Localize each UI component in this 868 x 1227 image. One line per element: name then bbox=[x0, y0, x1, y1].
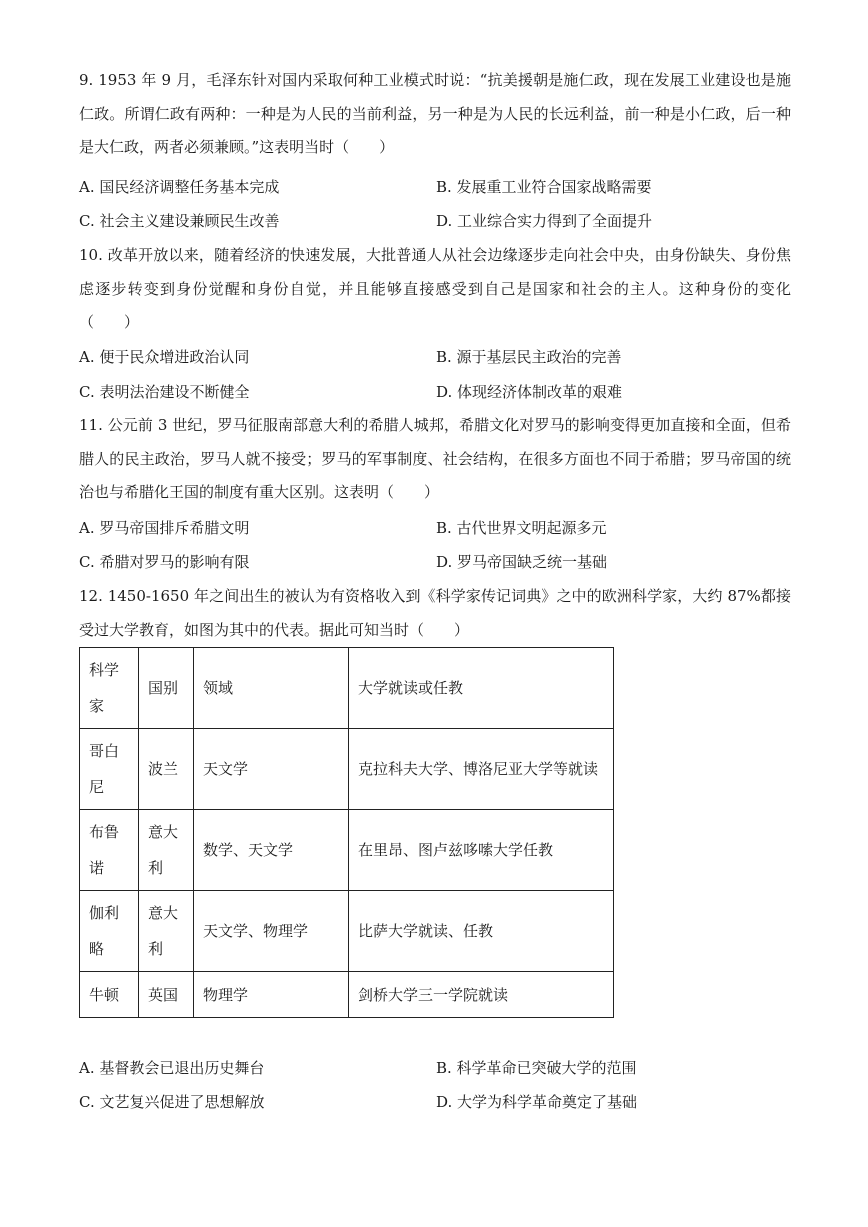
q10-option-d: D. 体现经济体制改革的艰难 bbox=[436, 383, 623, 401]
header-scientist-line-1: 科学 bbox=[89, 661, 120, 679]
cell-name-line-1: 伽利 bbox=[89, 904, 120, 922]
question-11-stem: 11. 公元前 3 世纪，罗马征服南部意大利的希腊人城邦，希腊文化对罗马的影响变得更加直接和全面，但希腊人的民主政治，罗马人就不接受；罗马的军事制度、社会结构，在很多方面也不同于希腊；罗马帝国的统治也与希腊化王国的制度有重大区别。这表明（ ） bbox=[79, 416, 791, 501]
q11-option-c: C. 希腊对罗马的影响有限 bbox=[79, 553, 250, 571]
q9-option-a: A. 国民经济调整任务基本完成 bbox=[79, 178, 280, 196]
header-scientist bbox=[80, 648, 139, 729]
cell-country-line-1: 波兰 bbox=[148, 760, 179, 778]
cell-university: 剑桥大学三一学院就读 bbox=[349, 972, 614, 1018]
cell-country-line-2: 利 bbox=[148, 940, 164, 958]
cell-name bbox=[80, 972, 139, 1018]
q9-option-b: B. 发展重工业符合国家战略需要 bbox=[436, 178, 652, 196]
q12-option-a: A. 基督教会已退出历史舞台 bbox=[79, 1059, 265, 1077]
cell-country bbox=[139, 810, 194, 891]
header-university: 大学就读或任教 bbox=[349, 648, 614, 729]
cell-country-line-2: 利 bbox=[148, 859, 164, 877]
cell-university: 在里昂、图卢兹哆嗦大学任教 bbox=[349, 810, 614, 891]
cell-name-line-2: 略 bbox=[89, 940, 105, 958]
question-12-stem: 12. 1450-1650 年之间出生的被认为有资格收入到《科学家传记词典》之中的欧洲科学家，大约 87%都接受过大学教育，如图为其中的代表。据此可知当时（ ） bbox=[79, 587, 791, 639]
table-row bbox=[80, 891, 614, 972]
cell-name-line-1: 牛顿 bbox=[89, 985, 120, 1004]
cell-field: 天文学、物理学 bbox=[194, 891, 349, 972]
header-scientist-line-2: 家 bbox=[89, 697, 105, 715]
q12-option-c: C. 文艺复兴促进了思想解放 bbox=[79, 1093, 265, 1111]
cell-name bbox=[80, 729, 139, 810]
q12-option-d: D. 大学为科学革命奠定了基础 bbox=[436, 1093, 638, 1111]
q11-option-d: D. 罗马帝国缺乏统一基础 bbox=[436, 553, 608, 571]
cell-university: 克拉科夫大学、博洛尼亚大学等就读 bbox=[349, 729, 614, 810]
cell-name-line-2: 尼 bbox=[89, 778, 105, 796]
cell-university: 比萨大学就读、任教 bbox=[349, 891, 614, 972]
cell-country-line-1: 意大 bbox=[148, 904, 179, 922]
table-row bbox=[80, 972, 614, 1018]
table-row bbox=[80, 810, 614, 891]
table-header-row bbox=[80, 648, 614, 729]
q10-option-c: C. 表明法治建设不断健全 bbox=[79, 383, 250, 401]
cell-name-line-1: 布鲁 bbox=[89, 823, 120, 841]
cell-field: 数学、天文学 bbox=[194, 810, 349, 891]
table-row bbox=[80, 729, 614, 810]
cell-name bbox=[80, 810, 139, 891]
q10-option-a: A. 便于民众增进政治认同 bbox=[79, 348, 250, 366]
cell-name bbox=[80, 891, 139, 972]
cell-country bbox=[139, 729, 194, 810]
cell-country-line-1: 英国 bbox=[148, 985, 179, 1004]
question-10-stem: 10. 改革开放以来，随着经济的快速发展，大批普通人从社会边缘逐步走向社会中央，由身份缺失、身份焦虑逐步转变到身份觉醒和身份自觉，并且能够直接感受到自己是国家和社会的主人。这种身份的变化（ ） bbox=[79, 246, 791, 331]
q12-option-b: B. 科学革命已突破大学的范围 bbox=[436, 1059, 637, 1077]
header-country-text: 国别 bbox=[148, 679, 179, 697]
q9-option-c: C. 社会主义建设兼顾民生改善 bbox=[79, 212, 280, 230]
header-country bbox=[139, 648, 194, 729]
q11-option-a: A. 罗马帝国排斥希腊文明 bbox=[79, 519, 250, 537]
q10-option-b: B. 源于基层民主政治的完善 bbox=[436, 348, 622, 366]
cell-country bbox=[139, 972, 194, 1018]
header-field: 领域 bbox=[194, 648, 349, 729]
q9-option-d: D. 工业综合实力得到了全面提升 bbox=[436, 212, 653, 230]
cell-field: 物理学 bbox=[194, 972, 349, 1018]
cell-name-line-2: 诺 bbox=[89, 859, 105, 877]
cell-country bbox=[139, 891, 194, 972]
scientist-table bbox=[79, 647, 614, 1018]
question-9-stem: 9. 1953 年 9 月，毛泽东针对国内采取何种工业模式时说：“抗美援朝是施仁政，现在发展工业建设也是施仁政。所谓仁政有两种：一种是为人民的当前利益，另一种是为人民的长远利益，前一种是小仁政，后一种是大仁政，两者必须兼顾。”这表明当时（ ） bbox=[79, 71, 791, 156]
cell-country-line-1: 意大 bbox=[148, 823, 179, 841]
cell-field: 天文学 bbox=[194, 729, 349, 810]
q11-option-b: B. 古代世界文明起源多元 bbox=[436, 519, 607, 537]
cell-name-line-1: 哥白 bbox=[89, 742, 120, 760]
